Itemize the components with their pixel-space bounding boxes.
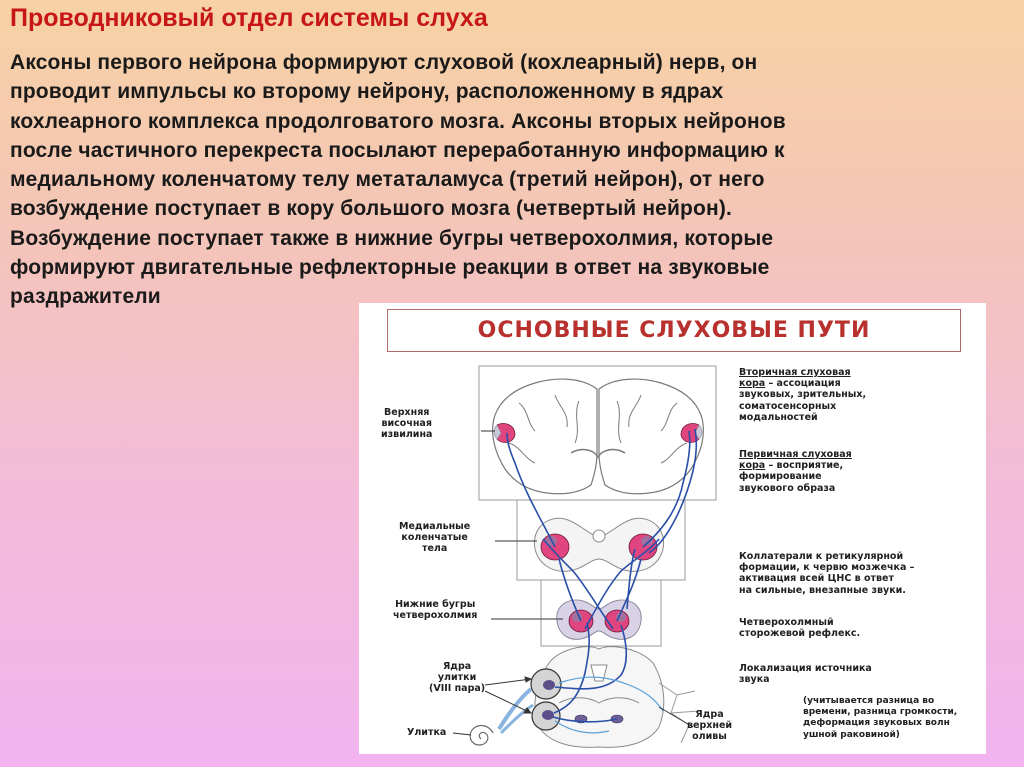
note-line: деформация звуковых волн <box>803 718 950 729</box>
label-inferior-colliculi <box>393 599 477 621</box>
label-line: Нижние бугры <box>395 599 476 610</box>
note-line: Локализация источника <box>739 663 872 674</box>
note-primary-cortex <box>739 449 852 494</box>
note-line: модальностей <box>739 411 818 423</box>
body-line: Возбуждение поступает также в нижние бугры четверохолмия, которые <box>10 226 774 250</box>
inferior-colliculi-icon <box>557 600 641 639</box>
body-line: Аксоны первого нейрона формируют слуховой (кохлеарный) нерв, он <box>10 51 758 74</box>
label-superior-temporal-gyrus <box>381 407 432 441</box>
note-line: кора <box>739 460 766 472</box>
slide-title: Проводниковый отдел системы слуха <box>10 4 488 32</box>
figure-title: ОСНОВНЫЕ СЛУХОВЫЕ ПУТИ <box>387 309 961 352</box>
label-line: Ядра <box>695 709 724 720</box>
note-line: – восприятие, <box>768 460 844 472</box>
note-line: активация всей ЦНС в ответ <box>739 573 894 585</box>
body-line: формируют двигательные рефлекторные реакции в ответ на звуковые <box>10 256 770 280</box>
body-line: проводит импульсы ко второму нейрону, расположенному в ядрах <box>10 80 724 104</box>
note-localization-detail <box>803 696 957 741</box>
body-line: кохлеарного комплекса продолговатого мозга. Аксоны вторых нейронов <box>10 109 786 133</box>
note-localization <box>739 663 872 685</box>
label-line: Ядра <box>442 661 472 672</box>
label-medial-geniculate <box>399 521 470 555</box>
label-superior-olive <box>687 709 732 743</box>
note-line: на сильные, внезапные звуки. <box>739 584 906 596</box>
label-line: улитки <box>437 672 477 684</box>
note-collaterals <box>739 551 914 596</box>
body-line: возбуждение поступает в кору большого мозга (четвертый нейрон). <box>10 197 732 221</box>
label-line: оливы <box>692 731 727 743</box>
note-line: кора <box>739 378 766 390</box>
label-line: верхней <box>687 720 733 732</box>
body-line: медиальному коленчатому телу метаталамуса (третий нейрон), от него <box>10 168 765 192</box>
label-cochlear-nuclei <box>429 661 485 695</box>
cochlea-icon <box>470 726 493 745</box>
note-line: ушной раковиной) <box>803 729 900 740</box>
label-line: четверохолмия <box>393 610 478 622</box>
label-cochlea: Улитка <box>407 727 447 738</box>
note-guard-reflex <box>739 617 860 639</box>
label-line: височная <box>381 418 432 430</box>
label-line: Медиальные <box>399 521 471 532</box>
label-line: (VIII пара) <box>429 683 486 695</box>
note-line: – ассоциация <box>768 378 841 390</box>
brain-section-icon <box>493 379 704 494</box>
slide-body-text <box>10 48 1010 312</box>
note-line: звука <box>739 674 770 686</box>
body-line: раздражители <box>10 285 161 309</box>
note-line: (учитывается разница во <box>803 696 935 706</box>
note-line: Коллатерали к ретикулярной <box>739 551 904 562</box>
note-line: Четверохолмный <box>739 617 834 628</box>
note-line: звуковых, зрительных, <box>739 389 867 401</box>
note-secondary-cortex <box>739 367 866 423</box>
note-line: звукового образа <box>739 482 836 494</box>
auditory-pathways-figure <box>359 303 986 754</box>
note-line: формации, к червю мозжечка – <box>739 562 915 574</box>
note-line: формирование <box>739 471 822 483</box>
label-line: Верхняя <box>384 407 430 418</box>
note-line: времени, разница громкости, <box>803 707 958 718</box>
note-line: соматосенсорных <box>739 400 837 412</box>
note-line: сторожевой рефлекс. <box>739 628 861 640</box>
note-line: Первичная слуховая <box>739 449 852 460</box>
label-line: тела <box>421 543 448 555</box>
body-line: после частичного перекреста посылают переработанную информацию к <box>10 138 785 162</box>
label-line: извилина <box>381 429 433 441</box>
label-line: коленчатые <box>401 532 468 544</box>
note-line: Вторичная слуховая <box>739 367 851 378</box>
